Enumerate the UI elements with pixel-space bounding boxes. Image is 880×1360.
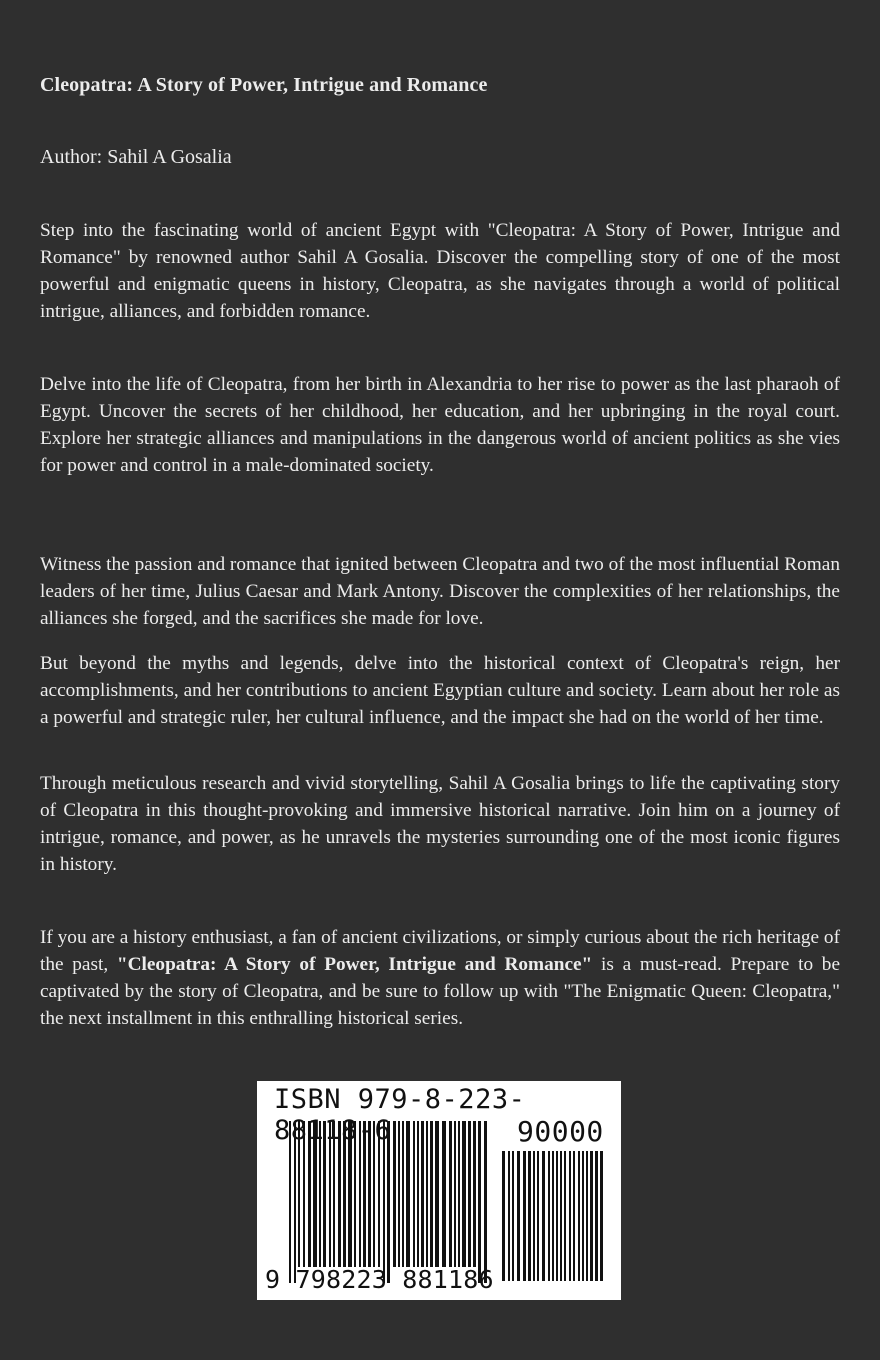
blurb-paragraph-2: Delve into the life of Cleopatra, from her birth in Alexandria to her rise to power as the last pharaoh of Egypt. Uncover the secrets of her childhood, her education, and her upbringing in the royal court. Explore her strategic alliances and manipulations in the dangerous world of ancient politics as she vies for power and control in a male-dominated society. xyxy=(40,374,840,476)
barcode-bar xyxy=(517,1151,520,1281)
barcode-bar xyxy=(569,1151,571,1281)
barcode-bar xyxy=(533,1151,535,1281)
barcode-bar xyxy=(600,1151,603,1281)
barcode-bar xyxy=(564,1151,566,1281)
barcode-bar xyxy=(528,1151,531,1281)
barcode-bar xyxy=(512,1151,514,1281)
barcode-bar xyxy=(586,1151,588,1281)
barcode-bar xyxy=(537,1151,539,1281)
blurb-paragraph-5: Through meticulous research and vivid storytelling, Sahil A Gosalia brings to life the captivating story of Cleopatra in this thought-provoking and immersive historical narrative. Join him on a journey of intrigue, romance, and power, as he unravels the mysteries surrounding one of the most iconic figures in history. xyxy=(40,773,840,875)
barcode-bar xyxy=(582,1151,584,1281)
barcode-bar xyxy=(548,1151,550,1281)
price-code: 90000 xyxy=(517,1115,604,1148)
blurb-paragraph-3: Witness the passion and romance that ignited between Cleopatra and two of the most influential Roman leaders of her time, Julius Caesar and Mark Antony. Discover the complexities of her relationships, the alliances she forged, and the sacrifices she made for love. xyxy=(40,554,840,629)
barcode-bar xyxy=(523,1151,526,1281)
blurb-bold-title: "Cleopatra: A Story of Power, Intrigue and Romance" xyxy=(116,954,593,975)
blurb-paragraph-4: But beyond the myths and legends, delve into the historical context of Cleopatra's reign, her accomplishments, and her contributions to ancient Egyptian culture and society. Learn about her role as a powerful and strategic ruler, her cultural influence, and the impact she had on the world of her time. xyxy=(40,653,840,728)
barcode-bar xyxy=(595,1151,598,1281)
blurb-paragraph-1: Step into the fascinating world of ancient Egypt with "Cleopatra: A Story of Power, Intrigue and Romance" by renowned author Sahil A Gosalia. Discover the compelling story of one of the most powerful and enigmatic queens in history, Cleopatra, as she navigates through a world of political intrigue, alliances, and forbidden romance. xyxy=(40,220,840,322)
barcode-bar xyxy=(578,1151,580,1281)
isbn-barcode xyxy=(257,1081,621,1300)
barcode-bar xyxy=(573,1151,575,1281)
author-line: Author: Sahil A Gosalia xyxy=(40,146,232,168)
blurb-text: is a must-read. Prepare to be captivated by the story of Cleopatra, and be sure to follow up with "The Enigmatic Queen: Cleopatra," the next installment in this enthralling historical series. xyxy=(40,954,841,1029)
blurb-text: If you are a history enthusiast, a fan of ancient civilizations, or simply curious about the rich heritage of the past, xyxy=(40,927,840,975)
barcode-bar xyxy=(552,1151,554,1281)
barcode-bar xyxy=(560,1151,562,1281)
book-title: Cleopatra: A Story of Power, Intrigue and Romance xyxy=(40,74,488,96)
barcode-bar xyxy=(508,1151,510,1281)
isbn-label: ISBN 979-8-223-88118-6 xyxy=(274,1084,526,1146)
barcode-digits: 9 798223 881186 xyxy=(265,1265,494,1294)
barcode-bar xyxy=(542,1151,545,1281)
barcode-bar xyxy=(502,1151,505,1281)
blurb-paragraph-6 xyxy=(40,924,840,1032)
barcode-bar xyxy=(556,1151,558,1281)
barcode-bar xyxy=(590,1151,593,1281)
